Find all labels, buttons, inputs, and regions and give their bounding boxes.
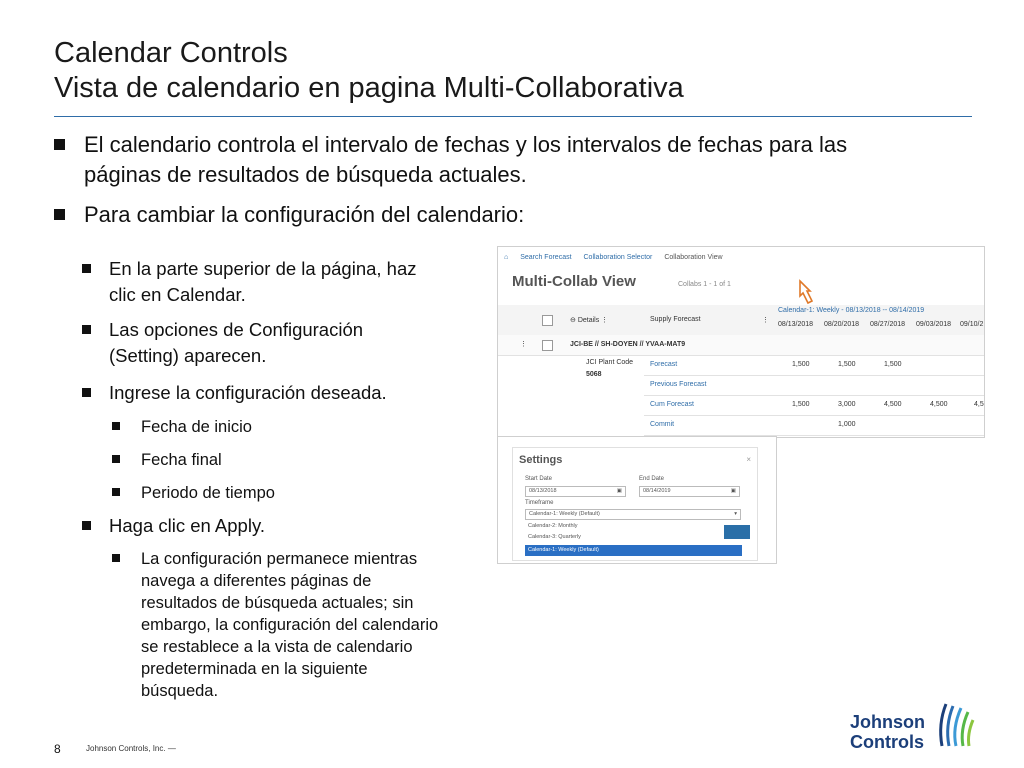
plant-label: JCI Plant Code: [586, 359, 634, 366]
supply-label: Supply Forecast: [650, 316, 701, 323]
bullet-text: Fecha final: [141, 451, 222, 469]
row-handle-icon[interactable]: ⋮: [520, 341, 527, 348]
bullet-text: Ingrese la configuración deseada.: [109, 382, 387, 403]
slide-title: [54, 36, 684, 106]
cell: 1,500: [838, 361, 856, 368]
calendar-link[interactable]: Calendar-1: Weekly - 08/13/2018 -- 08/14/2019: [778, 307, 925, 314]
logo-mark-icon: [934, 698, 976, 752]
close-icon[interactable]: ×: [746, 455, 751, 464]
end-date-value: 08/14/2019: [643, 488, 671, 494]
note-line: predeterminada en la siguiente: [141, 660, 368, 678]
johnson-controls-logo: [848, 698, 978, 754]
settings-title: Settings: [519, 454, 563, 466]
table-row: [644, 395, 984, 416]
note-line: navega a diferentes páginas de: [141, 572, 372, 590]
cell: 1,500: [792, 361, 810, 368]
note-line: embargo, la configuración del calendario: [141, 616, 439, 634]
details-label: Details: [577, 317, 600, 324]
title-line-2: Vista de calendario en pagina Multi-Collaborativa: [54, 72, 684, 104]
title-line-1: Calendar Controls: [54, 37, 288, 69]
end-date-input[interactable]: [639, 486, 740, 497]
group-row: [498, 335, 984, 356]
timeframe-option[interactable]: Calendar-2: Monthly: [528, 523, 578, 529]
logo-word-2: Controls: [850, 732, 924, 752]
date-col: 08/27/2018: [870, 321, 906, 328]
bullet-square-icon: [54, 209, 65, 220]
bullet-text: clic en Calendar.: [109, 284, 246, 305]
column-menu-icon[interactable]: ⋮: [762, 317, 769, 324]
bullet-text: Para cambiar la configuración del calendario:: [84, 202, 525, 227]
bullet-text: Periodo de tiempo: [141, 484, 275, 502]
select-all-checkbox[interactable]: [542, 315, 553, 326]
bullet-text: (Setting) aparecen.: [109, 345, 267, 366]
end-date-label: End Date: [639, 476, 665, 482]
date-col: 08/13/2018: [778, 321, 814, 328]
timeframe-label: Timeframe: [525, 500, 554, 506]
row-checkbox[interactable]: [542, 340, 553, 351]
title-divider: [54, 116, 972, 117]
bullet-text: En la parte superior de la página, haz: [109, 258, 417, 279]
calendar-icon[interactable]: ▣: [730, 488, 736, 494]
row-label[interactable]: Commit: [650, 421, 675, 428]
row-label[interactable]: Cum Forecast: [650, 401, 694, 408]
note-line: se restablece a la vista de calendario: [141, 638, 413, 656]
bullet-square-icon: [112, 554, 120, 562]
note-line: La configuración permanece mientras: [141, 550, 418, 568]
note-line: búsqueda.: [141, 682, 219, 700]
cell: 3,000: [838, 401, 856, 408]
cell: 1,500: [792, 401, 810, 408]
breadcrumb: [504, 254, 733, 261]
table-row: [644, 415, 984, 436]
start-date-value: 08/13/2018: [529, 488, 557, 494]
breadcrumb-item: Collaboration View: [664, 254, 723, 261]
breadcrumb-item[interactable]: Collaboration Selector: [583, 254, 653, 261]
plant-code: 5068: [586, 371, 602, 378]
group-label: JCI-BE // SH-DOYEN // YVAA-MAT9: [570, 341, 686, 348]
cell: 4,500: [884, 401, 902, 408]
date-col: 09/03/2018: [916, 321, 952, 328]
pointer-arrow-icon: [794, 279, 818, 305]
bullet-square-icon: [82, 388, 91, 397]
bullet-square-icon: [82, 325, 91, 334]
bullet-text: Las opciones de Configuración: [109, 319, 364, 340]
timeframe-option-selected[interactable]: Calendar-1: Weekly (Default): [525, 545, 742, 556]
multi-collab-screenshot: [497, 246, 985, 438]
bullet-square-icon: [112, 455, 120, 463]
timeframe-value: Calendar-1: Weekly (Default): [529, 511, 600, 517]
note-line: resultados de búsqueda actuales; sin: [141, 594, 414, 612]
bullet-text: páginas de resultados de búsqueda actuales.: [84, 162, 527, 187]
cell: 1,500: [884, 361, 902, 368]
cell: 1,000: [838, 421, 856, 428]
supply-forecast-column: [650, 316, 701, 323]
home-icon[interactable]: ⌂: [504, 254, 509, 261]
table-row: [644, 375, 984, 396]
timeframe-option[interactable]: Calendar-3: Quarterly: [528, 534, 581, 540]
row-label[interactable]: Forecast: [650, 361, 678, 368]
start-date-label: Start Date: [525, 476, 553, 482]
apply-button[interactable]: [724, 525, 750, 539]
breadcrumb-item[interactable]: Search Forecast: [520, 254, 572, 261]
view-title: Multi-Collab View: [512, 273, 636, 290]
footer-text: Johnson Controls, Inc. —: [86, 744, 176, 753]
bullet-square-icon: [82, 521, 91, 530]
date-col: 08/20/2018: [824, 321, 860, 328]
timeframe-select[interactable]: [525, 509, 741, 520]
collabs-count: Collabs 1 - 1 of 1: [678, 281, 731, 288]
bullet-square-icon: [54, 139, 65, 150]
cell: 4,5: [974, 401, 984, 408]
table-header: [498, 305, 984, 336]
details-column[interactable]: ⊖ Details ⋮: [570, 317, 609, 324]
chevron-down-icon: ▾: [734, 511, 737, 517]
bullet-square-icon: [82, 264, 91, 273]
page-number: 8: [54, 742, 61, 756]
cell: 4,500: [930, 401, 948, 408]
logo-word-1: Johnson: [850, 712, 925, 732]
bullet-square-icon: [112, 422, 120, 430]
settings-screenshot: [497, 436, 777, 564]
date-col: 09/10/2: [960, 321, 984, 328]
start-date-input[interactable]: [525, 486, 626, 497]
bullet-text: El calendario controla el intervalo de fechas y los intervalos de fechas para las: [84, 132, 848, 157]
bullet-square-icon: [112, 488, 120, 496]
row-label[interactable]: Previous Forecast: [650, 381, 707, 388]
table-row: [644, 355, 984, 376]
bullet-text: Fecha de inicio: [141, 418, 252, 436]
settings-dialog: [512, 447, 758, 561]
calendar-icon[interactable]: ▣: [616, 488, 622, 494]
bullet-text: Haga clic en Apply.: [109, 515, 265, 536]
